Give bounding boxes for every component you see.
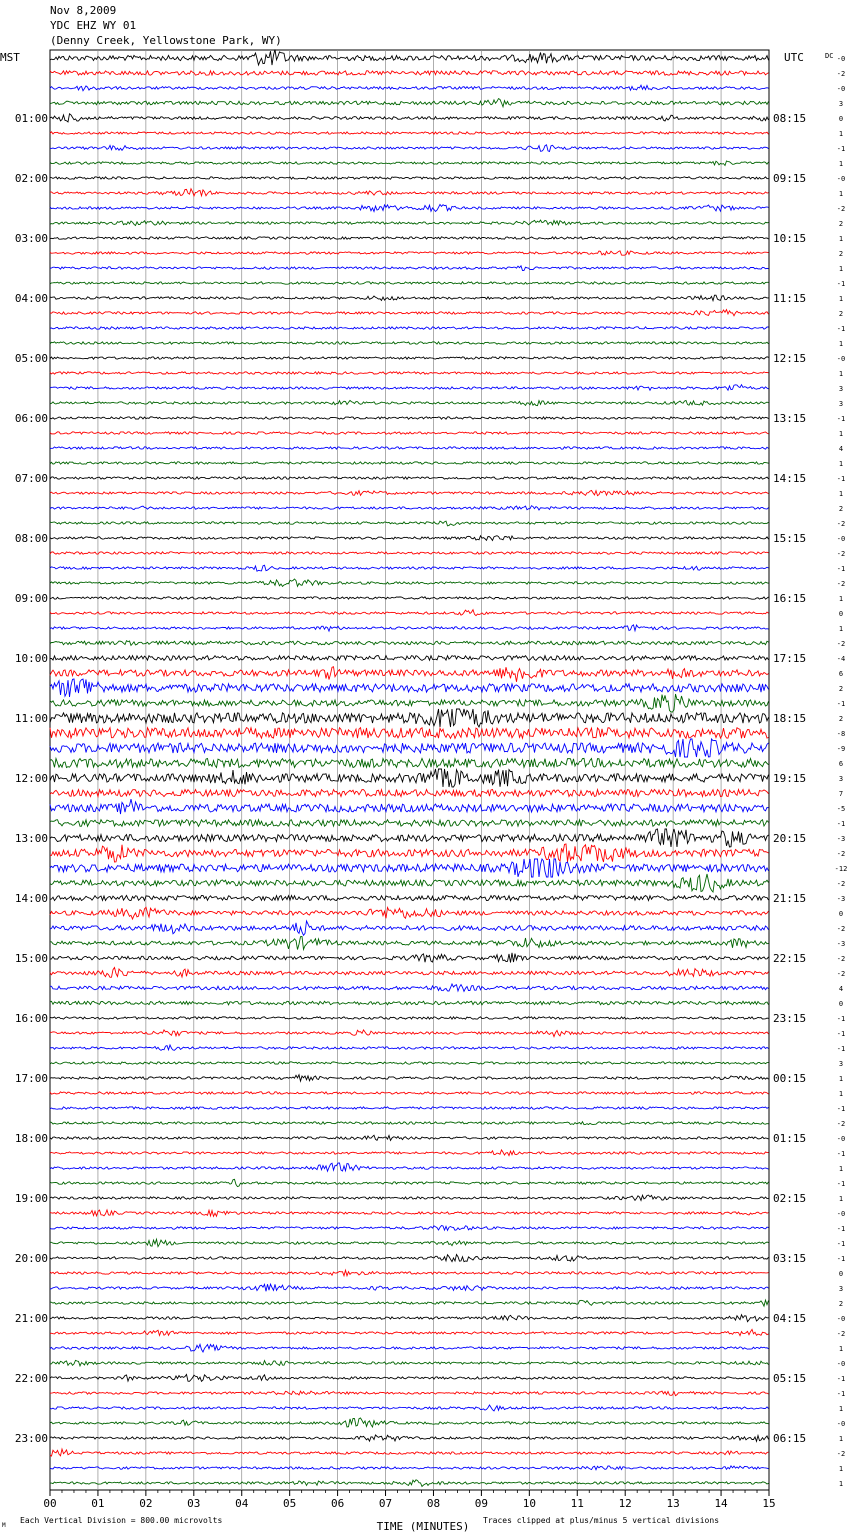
dc-offset-label: -2	[836, 970, 846, 978]
right-hour-label: 17:15	[773, 652, 807, 665]
x-tick-label: 05	[283, 1497, 297, 1510]
trace-line	[50, 656, 769, 661]
left-hour-label: 07:00	[14, 472, 48, 485]
dc-offset-label: 0	[838, 1000, 844, 1008]
trace-line	[50, 1374, 769, 1381]
dc-offset-label: -2	[836, 1450, 846, 1458]
footer-scale-note: Each Vertical Division = 800.00 microvolts	[20, 1516, 223, 1525]
trace-line	[50, 844, 769, 862]
right-hour-label: 10:15	[773, 232, 807, 245]
trace-line	[50, 114, 769, 122]
dc-offset-label: 1	[838, 265, 844, 273]
dc-offset-label: -1	[836, 1255, 846, 1263]
trace-line	[50, 1045, 769, 1050]
trace-line	[50, 728, 769, 739]
left-axis-label: MST	[0, 51, 20, 64]
left-hour-label: 18:00	[14, 1132, 48, 1145]
dc-offset-label: -0	[836, 1210, 846, 1218]
trace-line	[50, 597, 769, 599]
left-hour-label: 01:00	[14, 112, 48, 125]
dc-offset-label: -5	[836, 805, 846, 813]
dc-offset-label: -0	[836, 1315, 846, 1323]
trace-line	[50, 1226, 769, 1231]
dc-offset-label: -0	[836, 1135, 846, 1143]
dc-offset-label: 3	[838, 775, 844, 783]
dc-offset-label: -1	[836, 700, 846, 708]
trace-line	[50, 1239, 769, 1246]
trace-line	[50, 579, 769, 586]
corner-mark: M	[2, 1522, 6, 1529]
x-tick-label: 13	[666, 1497, 680, 1510]
dc-offset-label: -1	[836, 565, 846, 573]
left-hour-label: 04:00	[14, 292, 48, 305]
dc-offset-label: 1	[838, 295, 844, 303]
trace-line	[50, 936, 769, 949]
x-tick-label: 07	[378, 1497, 393, 1510]
trace-line	[50, 1030, 769, 1037]
trace-line	[50, 462, 769, 464]
dc-offset-label: -2	[836, 850, 846, 858]
dc-offset-label: 1	[838, 490, 844, 498]
trace-line	[50, 1284, 769, 1291]
dc-offset-label: 6	[838, 670, 844, 678]
dc-offset-label: -0	[836, 175, 846, 183]
dc-offset-label: 1	[838, 370, 844, 378]
x-tick-label: 04	[235, 1497, 249, 1510]
trace-line	[50, 625, 769, 631]
dc-offset-label: 1	[838, 1345, 844, 1353]
trace-line	[50, 295, 769, 300]
trace-line	[50, 565, 769, 571]
dc-offset-label: 1	[838, 1480, 844, 1488]
x-tick-label: 14	[714, 1497, 728, 1510]
trace-line	[50, 71, 769, 75]
dc-header-label: DC	[825, 52, 834, 60]
left-hour-label: 09:00	[14, 592, 48, 605]
trace-line	[50, 1122, 769, 1125]
trace-line	[50, 1107, 769, 1109]
trace-line	[50, 204, 769, 211]
dc-offset-label: -0	[836, 1420, 846, 1428]
x-tick-label: 12	[618, 1497, 632, 1510]
trace-line	[50, 536, 769, 541]
title-station: YDC EHZ WY 01	[50, 19, 137, 32]
right-hour-label: 06:15	[773, 1432, 807, 1445]
trace-line	[50, 1210, 769, 1216]
dc-offset-label: 2	[838, 220, 844, 228]
dc-offset-label: -1	[836, 1180, 846, 1188]
trace-line	[50, 1062, 769, 1064]
dc-offset-label: -1	[836, 325, 846, 333]
trace-line	[50, 694, 769, 712]
trace-line	[50, 161, 769, 165]
dc-offset-label: -12	[834, 865, 848, 873]
x-tick-label: 00	[43, 1497, 57, 1510]
trace-line	[50, 132, 769, 134]
x-axis-title: TIME (MINUTES)	[376, 1520, 470, 1533]
dc-offset-label: -1	[836, 820, 846, 828]
left-hour-label: 12:00	[14, 772, 48, 785]
dc-offset-label: -2	[836, 925, 846, 933]
dc-offset-label: 3	[838, 100, 844, 108]
trace-line	[50, 521, 769, 526]
trace-line	[50, 1300, 769, 1306]
dc-offset-label: 2	[838, 1300, 844, 1308]
trace-line	[50, 310, 769, 316]
trace-line	[50, 1270, 769, 1276]
dc-offset-label: -0	[836, 55, 846, 63]
dc-offset-label: -2	[836, 550, 846, 558]
left-hour-label: 21:00	[14, 1312, 48, 1325]
dc-offset-label: -1	[836, 1150, 846, 1158]
dc-offset-label: -2	[836, 1120, 846, 1128]
right-hour-label: 05:15	[773, 1372, 807, 1385]
trace-line	[50, 769, 769, 787]
dc-offset-label: 2	[838, 715, 844, 723]
dc-offset-label: 4	[838, 985, 844, 993]
dc-offset-label: 2	[838, 685, 844, 693]
trace-line	[50, 177, 769, 179]
dc-offset-label: -1	[836, 280, 846, 288]
right-hour-label: 02:15	[773, 1192, 807, 1205]
trace-line	[50, 1001, 769, 1005]
left-hour-label: 17:00	[14, 1072, 48, 1085]
trace-line	[50, 85, 769, 91]
dc-offset-label: 6	[838, 760, 844, 768]
trace-line	[50, 477, 769, 479]
dc-offset-label: -1	[836, 1390, 846, 1398]
dc-offset-label: -3	[836, 940, 846, 948]
trace-line	[50, 1092, 769, 1094]
trace-line	[50, 1405, 769, 1411]
trace-line	[50, 282, 769, 284]
dc-offset-label: 1	[838, 1405, 844, 1413]
dc-offset-label: 1	[838, 190, 844, 198]
dc-offset-label: -1	[836, 1375, 846, 1383]
dc-offset-label: -1	[836, 415, 846, 423]
left-hour-label: 13:00	[14, 832, 48, 845]
trace-line	[50, 953, 769, 963]
dc-offset-label: 7	[838, 790, 844, 798]
dc-offset-label: -1	[836, 145, 846, 153]
trace-line	[50, 552, 769, 554]
dc-offset-label: -1	[836, 1030, 846, 1038]
dc-offset-label: 1	[838, 1195, 844, 1203]
x-tick-label: 11	[570, 1497, 584, 1510]
left-hour-label: 02:00	[14, 172, 48, 185]
dc-offset-label: -1	[836, 1015, 846, 1023]
trace-line	[50, 342, 769, 344]
trace-line	[50, 1435, 769, 1441]
trace-line	[50, 1255, 769, 1262]
right-hour-label: 15:15	[773, 532, 807, 545]
dc-offset-label: 3	[838, 1285, 844, 1293]
dc-offset-label: 2	[838, 310, 844, 318]
footer-clip-note: Traces clipped at plus/minus 5 vertical divisions	[483, 1516, 720, 1525]
trace-line	[50, 820, 769, 827]
trace-line	[50, 789, 769, 796]
dc-offset-label: 0	[838, 610, 844, 618]
dc-offset-label: 0	[838, 115, 844, 123]
trace-line	[50, 921, 769, 935]
left-hour-label: 05:00	[14, 352, 48, 365]
right-hour-label: 14:15	[773, 472, 807, 485]
trace-line	[50, 357, 769, 359]
trace-line	[50, 1179, 769, 1186]
right-hour-label: 18:15	[773, 712, 807, 725]
right-hour-label: 09:15	[773, 172, 807, 185]
trace-line	[50, 1163, 769, 1171]
dc-offset-label: -3	[836, 895, 846, 903]
dc-offset-label: 1	[838, 160, 844, 168]
dc-offset-label: -0	[836, 355, 846, 363]
dc-offset-label: 3	[838, 400, 844, 408]
right-hour-label: 12:15	[773, 352, 807, 365]
dc-offset-label: 1	[838, 235, 844, 243]
trace-line	[50, 189, 769, 196]
title-location: (Denny Creek, Yellowstone Park, WY)	[50, 34, 282, 47]
dc-offset-label: -1	[836, 1225, 846, 1233]
trace-line	[50, 874, 769, 892]
dc-offset-label: 1	[838, 1165, 844, 1173]
dc-offset-label: 1	[838, 1090, 844, 1098]
trace-line	[50, 907, 769, 919]
right-hour-label: 22:15	[773, 952, 807, 965]
dc-offset-label: -2	[836, 955, 846, 963]
trace-line	[50, 220, 769, 225]
trace-line	[50, 145, 769, 152]
trace-line	[50, 1344, 769, 1352]
trace-line	[50, 49, 769, 65]
right-hour-label: 21:15	[773, 892, 807, 905]
right-hour-label: 00:15	[773, 1072, 807, 1085]
right-hour-label: 01:15	[773, 1132, 807, 1145]
dc-offset-label: -9	[836, 745, 846, 753]
x-tick-label: 15	[762, 1497, 776, 1510]
dc-offset-label: -1	[836, 1045, 846, 1053]
dc-offset-label: -2	[836, 880, 846, 888]
dc-offset-label: 0	[838, 910, 844, 918]
trace-line	[50, 400, 769, 405]
dc-offset-label: -2	[836, 580, 846, 588]
right-hour-label: 19:15	[773, 772, 807, 785]
trace-line	[50, 984, 769, 991]
x-tick-label: 10	[522, 1497, 536, 1510]
left-hour-label: 15:00	[14, 952, 48, 965]
dc-offset-label: -2	[836, 205, 846, 213]
trace-line	[50, 251, 769, 255]
trace-line	[50, 1017, 769, 1019]
dc-offset-label: 3	[838, 385, 844, 393]
dc-offset-label: -2	[836, 70, 846, 78]
trace-line	[50, 895, 769, 900]
left-hour-label: 19:00	[14, 1192, 48, 1205]
dc-offset-label: -0	[836, 1360, 846, 1368]
trace-line	[50, 679, 769, 697]
trace-line	[50, 266, 769, 271]
left-hour-label: 23:00	[14, 1432, 48, 1445]
dc-offset-label: -2	[836, 640, 846, 648]
trace-line	[50, 967, 769, 977]
trace-line	[50, 327, 769, 329]
trace-line	[50, 709, 769, 727]
dc-offset-label: -0	[836, 535, 846, 543]
trace-line	[50, 758, 769, 767]
dc-offset-label: 1	[838, 1435, 844, 1443]
trace-line	[50, 447, 769, 449]
dc-offset-label: -1	[836, 1105, 846, 1113]
dc-offset-label: -3	[836, 835, 846, 843]
left-hour-label: 03:00	[14, 232, 48, 245]
trace-line	[50, 667, 769, 682]
x-tick-label: 02	[139, 1497, 153, 1510]
trace-line	[50, 1315, 769, 1322]
right-hour-label: 13:15	[773, 412, 807, 425]
dc-offset-label: -2	[836, 1330, 846, 1338]
trace-line	[50, 1418, 769, 1427]
dc-offset-label: 2	[838, 505, 844, 513]
left-hour-label: 20:00	[14, 1252, 48, 1265]
trace-line	[50, 490, 769, 495]
x-tick-label: 01	[91, 1497, 105, 1510]
dc-offset-label: 3	[838, 1060, 844, 1068]
trace-line	[50, 1075, 769, 1081]
right-hour-label: 16:15	[773, 592, 807, 605]
trace-line	[50, 99, 769, 107]
right-hour-label: 11:15	[773, 292, 807, 305]
dc-offset-label: -8	[836, 730, 846, 738]
x-tick-label: 03	[187, 1497, 201, 1510]
title-date: Nov 8,2009	[50, 4, 117, 17]
left-hour-label: 14:00	[14, 892, 48, 905]
trace-line	[50, 1449, 769, 1456]
trace-line	[50, 1391, 769, 1396]
x-tick-label: 08	[426, 1497, 441, 1510]
trace-line	[50, 1480, 769, 1487]
dc-offset-label: -2	[836, 520, 846, 528]
dc-offset-label: 1	[838, 595, 844, 603]
right-hour-label: 23:15	[773, 1012, 807, 1025]
dc-offset-label: 1	[838, 1075, 844, 1083]
trace-line	[50, 1195, 769, 1200]
left-hour-label: 11:00	[14, 712, 48, 725]
right-axis-label: UTC	[784, 51, 804, 64]
trace-line	[50, 372, 769, 374]
trace-line	[50, 739, 769, 757]
dc-offset-label: -1	[836, 1240, 846, 1248]
dc-offset-label: 2	[838, 250, 844, 258]
dc-offset-label: 1	[838, 625, 844, 633]
dc-offset-label: -1	[836, 475, 846, 483]
trace-line	[50, 610, 769, 616]
trace-line	[50, 1329, 769, 1335]
dc-offset-label: 1	[838, 460, 844, 468]
trace-line	[50, 829, 769, 847]
trace-line	[50, 641, 769, 646]
dc-offset-label: 0	[838, 1270, 844, 1278]
x-tick-label: 09	[474, 1497, 489, 1510]
left-hour-label: 10:00	[14, 652, 48, 665]
right-hour-label: 20:15	[773, 832, 807, 845]
right-hour-label: 08:15	[773, 112, 807, 125]
trace-line	[50, 385, 769, 391]
trace-line	[50, 506, 769, 510]
trace-line	[50, 432, 769, 434]
trace-line	[50, 1466, 769, 1470]
left-hour-label: 22:00	[14, 1372, 48, 1385]
dc-offset-label: 1	[838, 340, 844, 348]
dc-offset-label: 4	[838, 445, 844, 453]
trace-line	[50, 799, 769, 814]
left-hour-label: 06:00	[14, 412, 48, 425]
dc-offset-label: -4	[836, 655, 846, 663]
left-hour-label: 16:00	[14, 1012, 48, 1025]
dc-offset-label: 1	[838, 1465, 844, 1473]
trace-line	[50, 1135, 769, 1140]
x-tick-label: 06	[330, 1497, 345, 1510]
right-hour-label: 03:15	[773, 1252, 807, 1265]
dc-offset-label: 1	[838, 130, 844, 138]
trace-line	[50, 237, 769, 239]
left-hour-label: 08:00	[14, 532, 48, 545]
right-hour-label: 04:15	[773, 1312, 807, 1325]
dc-offset-label: -0	[836, 85, 846, 93]
trace-line	[50, 1360, 769, 1366]
trace-line	[50, 1150, 769, 1156]
trace-line	[50, 859, 769, 877]
trace-line	[50, 417, 769, 419]
dc-offset-label: 1	[838, 430, 844, 438]
